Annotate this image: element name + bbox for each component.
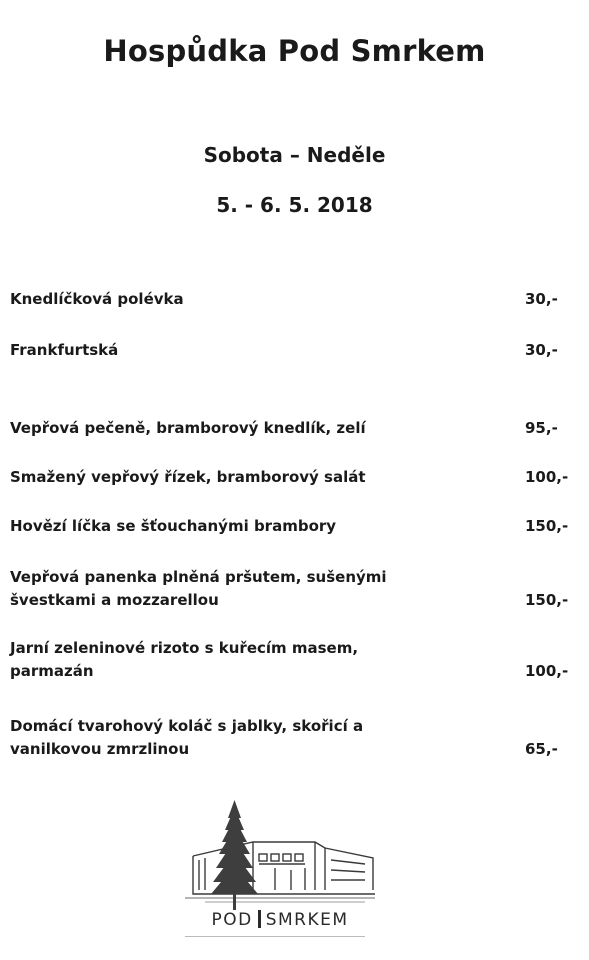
logo-word-pod: POD bbox=[211, 910, 253, 930]
menu-item bbox=[10, 515, 570, 538]
menu-item-name: Frankfurtská bbox=[10, 341, 119, 359]
menu-item-price: 150,- bbox=[525, 591, 569, 609]
menu-item-name: Knedlíčková polévka bbox=[10, 290, 184, 308]
menu-item-price: 30,- bbox=[525, 341, 558, 359]
menu-item bbox=[10, 566, 570, 612]
menu-item bbox=[10, 417, 570, 440]
logo bbox=[175, 798, 385, 946]
menu-item bbox=[10, 339, 570, 362]
menu-dates: 5. - 6. 5. 2018 bbox=[216, 193, 373, 217]
logo-underline bbox=[185, 936, 365, 937]
menu-item-name-line2: švestkami a mozzarellou bbox=[10, 591, 219, 609]
menu-item-name-line1: Vepřová panenka plněná pršutem, sušenými bbox=[10, 568, 387, 586]
menu-item bbox=[10, 466, 570, 489]
menu-item-name-line2: vanilkovou zmrzlinou bbox=[10, 740, 190, 758]
logo-word-smrkem: SMRKEM bbox=[265, 910, 349, 930]
menu-item bbox=[10, 288, 570, 311]
logo-text bbox=[175, 910, 385, 930]
menu-item bbox=[10, 715, 570, 761]
menu-item-name: Vepřová pečeně, bramborový knedlík, zelí bbox=[10, 419, 366, 437]
menu-item-price: 65,- bbox=[525, 740, 558, 758]
menu-item bbox=[10, 637, 570, 683]
menu-item-price: 95,- bbox=[525, 419, 558, 437]
spruce-tree-building-icon bbox=[175, 798, 385, 913]
menu-days: Sobota – Neděle bbox=[203, 143, 386, 167]
menu-item-price: 100,- bbox=[525, 468, 569, 486]
menu-item-name-line1: Domácí tvarohový koláč s jablky, skořicí a bbox=[10, 717, 364, 735]
menu-item-price: 30,- bbox=[525, 290, 558, 308]
page-title: Hospůdka Pod Smrkem bbox=[103, 34, 486, 68]
menu-item-name: Jarní zeleninové rizoto s kuřecím masem, parmazán bbox=[10, 639, 359, 680]
menu-item-price: 150,- bbox=[525, 517, 569, 535]
menu-item-name: Hovězí líčka se šťouchanými brambory bbox=[10, 517, 337, 535]
menu-item-name: Smažený vepřový řízek, bramborový salát bbox=[10, 468, 366, 486]
logo-separator bbox=[258, 910, 261, 928]
menu-item-price: 100,- bbox=[525, 662, 569, 680]
